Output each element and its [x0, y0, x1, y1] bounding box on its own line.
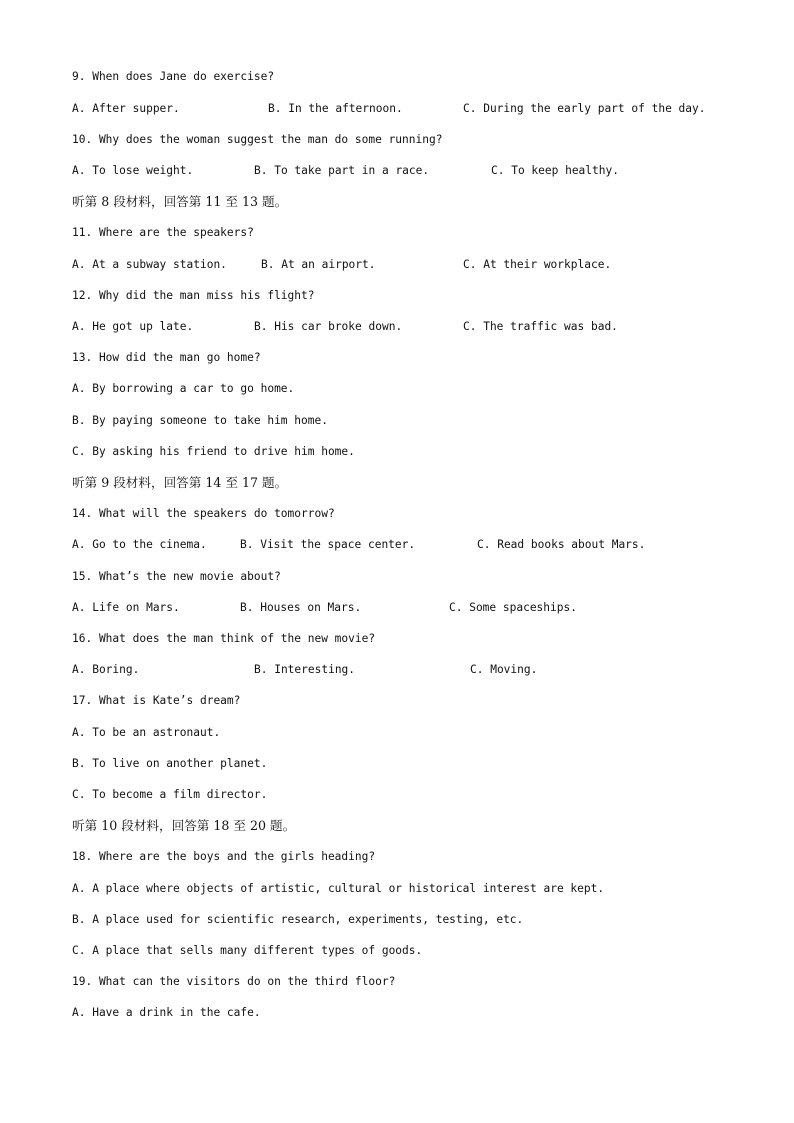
option-c: C. To keep healthy.	[491, 164, 619, 177]
option-c: C. Some spaceships.	[449, 601, 577, 614]
option-b: B. Visit the space center.	[240, 538, 416, 551]
section-heading-8: 听第 8 段材料，回答第 11 至 13 题。	[72, 194, 288, 209]
question-17-option-a: A. To be an astronaut.	[72, 726, 221, 739]
question-13-option-b: B. By paying someone to take him home.	[72, 414, 328, 427]
question-13: 13. How did the man go home?	[72, 351, 261, 364]
option-a: A. At a subway station.	[72, 258, 227, 271]
option-a: A. He got up late.	[72, 320, 194, 333]
option-a: A. Life on Mars.	[72, 601, 180, 614]
option-c: C. Moving.	[470, 663, 538, 676]
question-12: 12. Why did the man miss his flight?	[72, 289, 315, 302]
option-c: C. At their workplace.	[463, 258, 612, 271]
question-18-option-c: C. A place that sells many different types of goods.	[72, 944, 423, 957]
question-17-option-c: C. To become a film director.	[72, 788, 268, 801]
question-13-option-a: A. By borrowing a car to go home.	[72, 382, 295, 395]
question-17: 17. What is Kate’s dream?	[72, 694, 241, 707]
option-c: C. Read books about Mars.	[477, 538, 646, 551]
question-18: 18. Where are the boys and the girls heading?	[72, 850, 376, 863]
option-b: B. Houses on Mars.	[240, 601, 362, 614]
option-b: B. At an airport.	[261, 258, 376, 271]
option-b: B. To take part in a race.	[254, 164, 430, 177]
question-18-option-b: B. A place used for scientific research, experiments, testing, etc.	[72, 913, 524, 926]
question-11: 11. Where are the speakers?	[72, 226, 254, 239]
question-17-option-b: B. To live on another planet.	[72, 757, 268, 770]
option-c: C. The traffic was bad.	[463, 320, 618, 333]
option-a: A. Go to the cinema.	[72, 538, 207, 551]
option-b: B. His car broke down.	[254, 320, 403, 333]
question-15: 15. What’s the new movie about?	[72, 570, 281, 583]
question-19-option-a: A. Have a drink in the cafe.	[72, 1006, 261, 1019]
option-c: C. During the early part of the day.	[463, 102, 706, 115]
option-a: A. To lose weight.	[72, 164, 194, 177]
option-b: B. Interesting.	[254, 663, 356, 676]
question-9: 9. When does Jane do exercise?	[72, 70, 275, 83]
section-heading-9: 听第 9 段材料，回答第 14 至 17 题。	[72, 475, 288, 490]
question-10: 10. Why does the woman suggest the man do some running?	[72, 133, 443, 146]
question-19: 19. What can the visitors do on the third floor?	[72, 975, 396, 988]
option-b: B. In the afternoon.	[268, 102, 403, 115]
question-13-option-c: C. By asking his friend to drive him home.	[72, 445, 355, 458]
question-14: 14. What will the speakers do tomorrow?	[72, 507, 335, 520]
question-16: 16. What does the man think of the new movie?	[72, 632, 376, 645]
option-a: A. After supper.	[72, 102, 180, 115]
option-a: A. Boring.	[72, 663, 140, 676]
section-heading-10: 听第 10 段材料，回答第 18 至 20 题。	[72, 818, 296, 833]
question-18-option-a: A. A place where objects of artistic, cultural or historical interest are kept.	[72, 882, 605, 895]
